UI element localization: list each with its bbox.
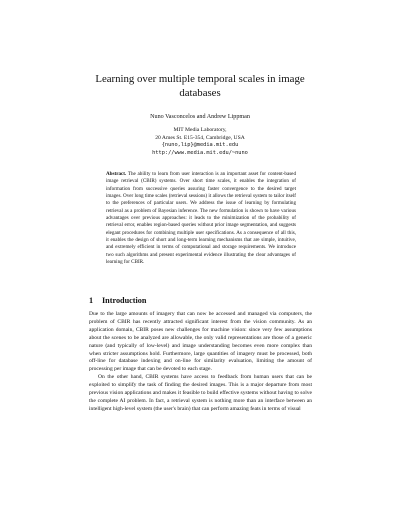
affiliation-line-1: MIT Media Laboratory, (173, 127, 227, 133)
section-heading (89, 296, 309, 306)
affiliation-line-2: 20 Ames St. E15-354, Cambridge, USA (155, 134, 245, 141)
abstract-label: Abstract. (106, 171, 127, 177)
paragraph-2: On the other hand, CBIR systems have access to feedback from human users that can be exploited to simplify the task of finding the desired images. This is a major departure from most previous vision applications and makes it feasible to build effective systems without having to solve the complete AI problem. In fact, a retrieval system is nothing more than an interface between an intelligent high-level system (the user's brain) that can perform amazing feats in terms of visual (89, 374, 312, 412)
authors: Nuno Vasconcelos and Andrew Lippman (150, 114, 250, 120)
affiliation (70, 127, 330, 157)
section-title: Introduction (102, 296, 147, 305)
paragraph-1: Due to the large amounts of imagery that can now be accessed and managed via computers, the problem of CBIR has recently attracted significant interest from the vision community. As an application domain, CBIR poses new challenges for machine vision: since very few assumptions about the scenes to be analyzed are allowable, the only valid representations are those of a generic nature (and typically of low-level) and image understanding becomes even more complex than when stricter assumptions hold. Furthermore, large quantities of imagery must be processed, both off-line for database indexing and on-line for similarity evaluation, limiting the amount of processing per image that can be devoted to each stage. (89, 311, 312, 373)
homepage-url: http://www.media.mit.edu/~nuno (152, 149, 248, 156)
title-line-2: databases (179, 87, 221, 99)
abstract-text: The ability to learn from user interaction is an important asset for content-based image retrieval (CBIR) systems. Over short time scales, it enables the integration of information from successive queries assuring faster convergence to the desired target images. Over long time scales (retrieval sessions) it allows the retrieval system to tailor itself to the preferences of particular users. We address the issue of learning by formulating retrieval as a problem of Bayesian inference. The new formulation is shown to have various advantages over previous approaches: it leads to the minimization of the probability of retrieval error, enables region-based queries without prior image segmentation, and suggests elegant procedures for combining multiple user specifications. As a consequence of all this, it enables the design of short and long-term learning mechanisms that are simple, intuitive, and extremely efficient in terms of computational and storage requirements. We introduce two such algorithms and present experimental evidence illustrating the clear advantages of learning for CBIR. (106, 171, 296, 266)
title-line-1: Learning over multiple temporal scales in image (95, 73, 305, 85)
paper-title (70, 72, 330, 100)
section-body (89, 311, 312, 414)
email: {nuno,lip}@media.mit.edu (161, 142, 239, 149)
abstract (106, 171, 296, 266)
section-number: 1 (89, 296, 94, 305)
